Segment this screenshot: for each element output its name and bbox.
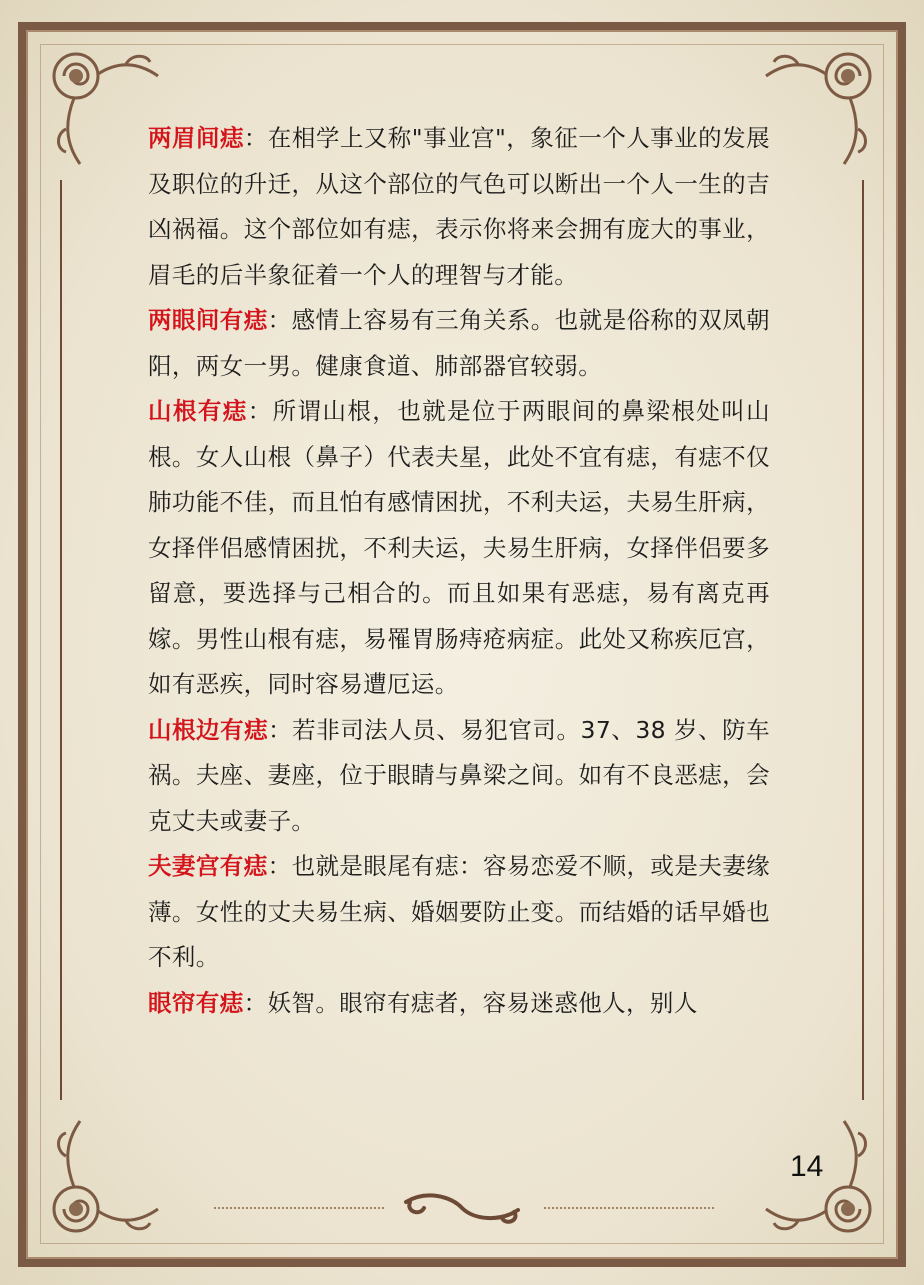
- left-rule: [60, 180, 62, 1100]
- paragraph-mole-eyelid: 眼帘有痣：妖智。眼帘有痣者，容易迷惑他人，别人: [148, 988, 698, 1017]
- paragraph-mole-spouse-palace: 夫妻宫有痣：也就是眼尾有痣：容易恋爱不顺，或是夫妻缘薄。女性的丈夫易生病、婚姻要防止变。而结婚的话早婚也不利。: [148, 852, 771, 971]
- paragraph-mole-nose-root-side: 山根边有痣：若非司法人员、易犯官司。37、38 岁、防车祸。夫座、妻座，位于眼睛与鼻梁之间。如有不良恶痣，会克丈夫或妻子。: [148, 715, 771, 835]
- corner-flourish-icon: [758, 34, 888, 184]
- keyword: 两眼间有痣: [148, 306, 268, 334]
- corner-flourish-icon: [36, 1101, 166, 1251]
- paragraph-text: 所谓山根，也就是位于两眼间的鼻梁根处叫山根。女人山根（鼻子）代表夫星，此处不宜有痣，有痣不仅肺功能不佳，而且怕有感情困扰，不利夫运，夫易生肝病，女择伴侣感情困扰，不利夫运，夫易生肝病，女择伴侣要多留意，要选择与己相合的。而且如果有恶痣，易有离克再嫁。男性山根有痣，易罹胃肠痔疮病症。此处又称疾厄宫，如有恶疾，同时容易遭厄运。: [148, 397, 770, 698]
- paragraph-text: 在相学上又称"事业宫"，象征一个人事业的发展及职位的升迁，从这个部位的气色可以断出一个人一生的吉凶祸福。这个部位如有痣，表示你将来会拥有庞大的事业，眉毛的后半象征着一个人的理智与才能。: [148, 124, 770, 289]
- paragraph-text: 妖智。眼帘有痣者，容易迷惑他人，别人: [267, 988, 698, 1017]
- paragraph-text: 也就是眼尾有痣：容易恋爱不顺，或是夫妻缘薄。女性的丈夫易生病、婚姻要防止变。而结婚的话早婚也不利。: [148, 852, 771, 971]
- right-rule: [862, 180, 864, 1100]
- keyword: 山根有痣: [148, 397, 248, 425]
- bottom-dotted-rule-right: [544, 1207, 714, 1209]
- paragraph-text: 感情上容易有三角关系。也就是俗称的双凤朝阳，两女一男。健康食道、肺部器官较弱。: [148, 306, 771, 380]
- article-body: [148, 116, 770, 1026]
- keyword: 眼帘有痣: [148, 988, 244, 1017]
- corner-flourish-icon: [36, 34, 166, 184]
- paragraph-mole-nose-root: 山根有痣：所谓山根，也就是位于两眼间的鼻梁根处叫山根。女人山根（鼻子）代表夫星，此处不宜有痣，有痣不仅肺功能不佳，而且怕有感情困扰，不利夫运，夫易生肝病，女择伴侣感情困扰，不利夫运，夫易生肝病，女择伴侣要多留意，要选择与己相合的。而且如果有恶痣，易有离克再嫁。男性山根有痣，易罹胃肠痔疮病症。此处又称疾厄宫，如有恶疾，同时容易遭厄运。: [148, 397, 770, 698]
- bottom-dotted-rule-left: [214, 1207, 384, 1209]
- keyword: 山根边有痣: [148, 715, 269, 744]
- swirl-flourish-icon: [396, 1182, 528, 1232]
- page-number: 14: [790, 1150, 824, 1183]
- keyword: 两眉间痣: [148, 124, 244, 152]
- keyword: 夫妻宫有痣: [148, 852, 268, 880]
- paragraph-mole-between-eyebrows: 两眉间痣：在相学上又称"事业宫"，象征一个人事业的发展及职位的升迁，从这个部位的气色可以断出一个人一生的吉凶祸福。这个部位如有痣，表示你将来会拥有庞大的事业，眉毛的后半象征着一个人的理智与才能。: [148, 124, 770, 289]
- paragraph-text: 若非司法人员、易犯官司。37、38 岁、防车祸。夫座、妻座，位于眼睛与鼻梁之间。如有不良恶痣，会克丈夫或妻子。: [148, 715, 771, 835]
- paragraph-mole-between-eyes: 两眼间有痣：感情上容易有三角关系。也就是俗称的双凤朝阳，两女一男。健康食道、肺部器官较弱。: [148, 306, 771, 380]
